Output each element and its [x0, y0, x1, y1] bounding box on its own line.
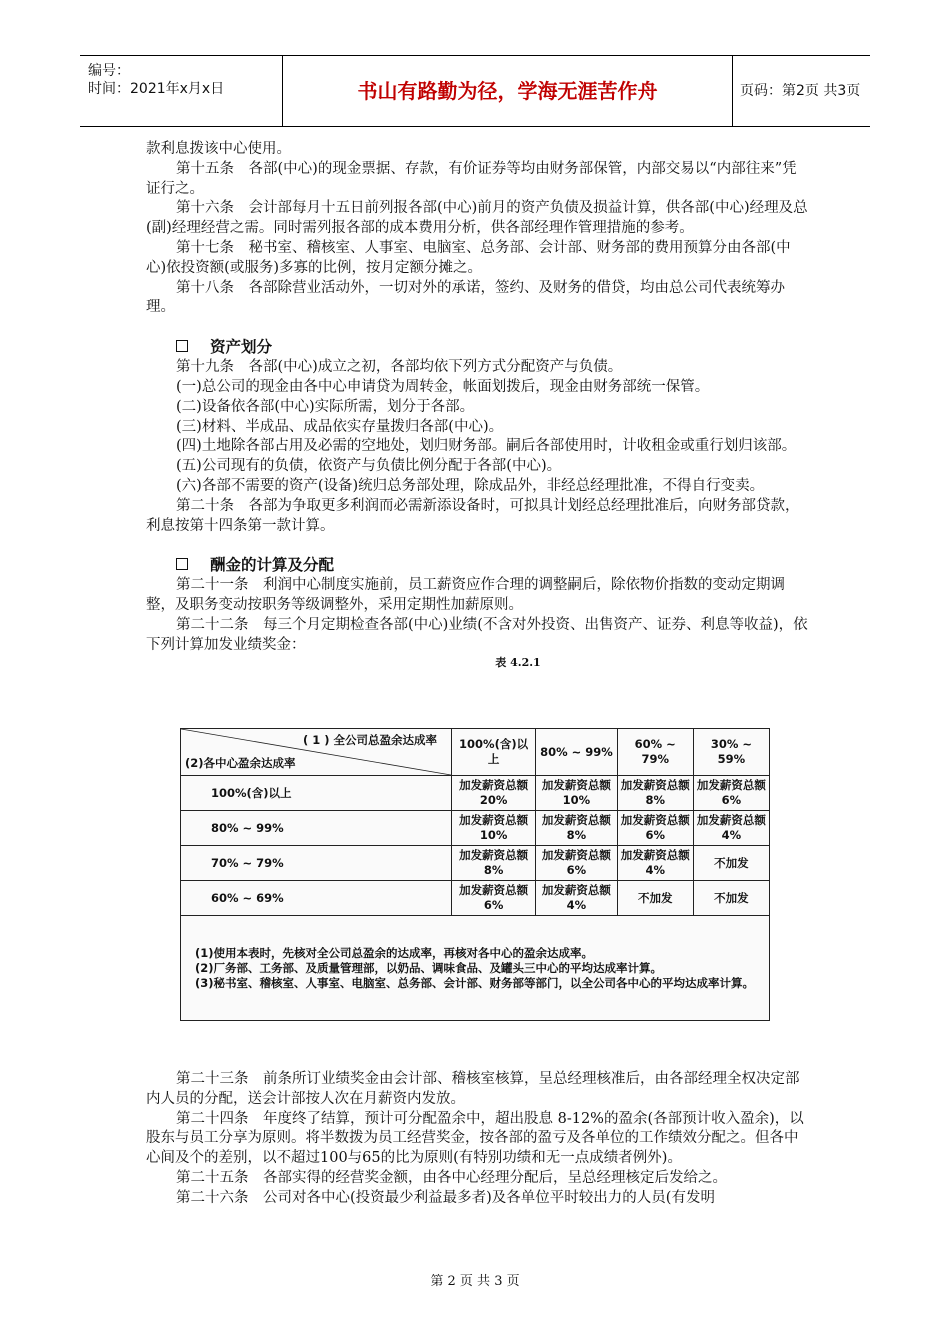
list-item: (六)各部不需要的资产(设备)统归总务部处理，除成品外，非经总经理批准，不得自行变卖。 — [176, 477, 765, 494]
section-title-assets — [146, 336, 810, 358]
article-26: 第二十六条 公司对各中心(投资最少利益最多者)及各单位平时较出力的人员(有发明 — [176, 1189, 715, 1206]
number-label: 编号： — [88, 63, 130, 79]
time-label: 时间：2021年x月x日 — [88, 81, 225, 97]
table-note: (1)使用本表时，先核对全公司总盈余的达成率，再核对各中心的盈余达成率。 — [195, 945, 594, 960]
table-row — [181, 881, 770, 916]
article-25: 第二十五条 各部实得的经营奖金额，由各中心经理分配后，呈总经理核定后发给之。 — [176, 1169, 727, 1186]
article-16: 第十六条 会计部每月十五日前列报各部(中心)前月的资产负债及损益计算，供各部(中心)经理及总(副)经理经营之需。同时需列报各部的成本费用分析，供各部经理作管理措施的参考。 — [146, 200, 808, 237]
section-title-text: 酬金的计算及分配 — [210, 555, 335, 575]
document-body — [146, 140, 810, 670]
table-row — [181, 846, 770, 881]
article-21: 第二十一条 利润中心制度实施前，员工薪资应作合理的调整嗣后，除依物价指数的变动定期调整，及职务变动按职务等级调整外，采用定期性加薪原则。 — [146, 577, 785, 614]
table-cell: 不加发 — [693, 881, 769, 916]
section-title-compensation — [146, 554, 810, 576]
paragraph: 款利息拨该中心使用。 — [146, 141, 291, 157]
row-label: 80% ~ 99% — [181, 811, 452, 846]
table-notes-row — [181, 916, 770, 1021]
spacer — [146, 536, 810, 554]
table-cell: 加发薪资总额 10% — [452, 811, 536, 846]
row-label: 100%(含)以上 — [181, 776, 452, 811]
table-cell: 不加发 — [617, 881, 693, 916]
table-corner-cell — [181, 729, 452, 776]
table-header-row — [181, 729, 770, 776]
table-cell: 加发薪资总额 8% — [536, 811, 618, 846]
table-cell: 加发薪资总额 8% — [617, 776, 693, 811]
page-header — [80, 55, 870, 127]
row-label: 60% ~ 69% — [181, 881, 452, 916]
table-cell: 加发薪资总额 6% — [452, 881, 536, 916]
corner-top-label: ( 1 ) 全公司总盈余达成率 — [302, 733, 437, 747]
table-cell: 加发薪资总额 10% — [536, 776, 618, 811]
list-item: (五)公司现有的负债，依资产与负债比例分配于各部(中心)。 — [176, 458, 562, 475]
checkbox-icon — [176, 558, 188, 570]
article-17: 第十七条 秘书室、稽核室、人事室、电脑室、总务部、会计部、财务部的费用预算分由各部(中心)依投资额(或服务)多寡的比例，按月定额分摊之。 — [146, 239, 791, 276]
list-item: (二)设备依各部(中心)实际所需，划分于各部。 — [176, 398, 475, 415]
article-19: 第十九条 各部(中心)成立之初，各部均依下列方式分配资产与负债。 — [176, 359, 623, 376]
table-cell: 加发薪资总额 6% — [536, 846, 618, 881]
list-item: (四)土地除各部占用及必需的空地处，划归财务部。嗣后各部使用时，计收租金或重行划归该部。 — [176, 438, 797, 455]
header-page-label: 页码：第2页 共3页 — [740, 83, 861, 99]
bonus-table — [180, 728, 770, 1021]
list-item: (三)材料、半成品、成品依实存量拨归各部(中心)。 — [176, 418, 504, 435]
table-cell: 加发薪资总额 8% — [452, 846, 536, 881]
article-18: 第十八条 各部除营业活动外，一切对外的承诺，签约、及财务的借贷，均由总公司代表统筹办理。 — [146, 279, 785, 316]
table-note: (2)厂务部、工务部、及质量管理部，以奶品、调味食品、及罐头三中心的平均达成率计算。 — [195, 960, 663, 975]
column-header: 100%(含)以 上 — [452, 729, 536, 776]
column-header: 30% ~ 59% — [693, 729, 769, 776]
table-cell: 加发薪资总额 6% — [617, 811, 693, 846]
table-note: (3)秘书室、稽核室、人事室、电脑室、总务部、会计部、财务部等部门，以全公司各中心的平均达成率计算。 — [195, 975, 755, 990]
column-header: 60% ~ 79% — [617, 729, 693, 776]
section-title-text: 资产划分 — [210, 337, 273, 357]
table-cell: 加发薪资总额 4% — [693, 811, 769, 846]
page-footer: 第 2 页 共 3 页 — [430, 1274, 520, 1289]
table-row — [181, 811, 770, 846]
article-15: 第十五条 各部(中心)的现金票据、存款，有价证券等均由财务部保管，内部交易以“内部往来”凭证行之。 — [146, 160, 797, 197]
document-body-continued — [146, 1070, 810, 1209]
table-row — [181, 776, 770, 811]
table-cell: 加发薪资总额 6% — [693, 776, 769, 811]
table-cell: 加发薪资总额 4% — [536, 881, 618, 916]
header-motto: 书山有路勤为径，学海无涯苦作舟 — [283, 56, 733, 126]
checkbox-icon — [176, 340, 188, 352]
row-label: 70% ~ 79% — [181, 846, 452, 881]
table-notes — [181, 916, 770, 1021]
article-20: 第二十条 各部为争取更多利润而必需新添设备时，可拟具计划经总经理批准后，向财务部贷款，利息按第十四条第一款计算。 — [146, 497, 800, 534]
table-caption: 表 4.2.1 — [495, 655, 541, 669]
table-cell: 不加发 — [693, 846, 769, 881]
table-cell: 加发薪资总额 20% — [452, 776, 536, 811]
header-meta — [80, 56, 283, 126]
corner-bottom-label: (2)各中心盈余达成率 — [185, 756, 296, 770]
table-cell: 加发薪资总额 4% — [617, 846, 693, 881]
article-24: 第二十四条 年度终了结算，预计可分配盈余中，超出股息 8-12%的盈余(各部预计收入盈余)，以股东与员工分享为原则。将半数拨为员工经营奖金，按各部的盈亏及各单位的工作绩效分配之。但各中心间及个的差别，以不超过100与65的比为原则(有特别功绩和无一点成绩者例外)。 — [146, 1110, 804, 1167]
spacer — [146, 318, 810, 336]
list-item: (一)总公司的现金由各中心申请贷为周转金，帐面划拨后，现金由财务部统一保管。 — [176, 378, 710, 395]
article-22: 第二十二条 每三个月定期检查各部(中心)业绩(不含对外投资、出售资产、证券、利息等收益)，依下列计算加发业绩奖金： — [146, 616, 808, 653]
column-header: 80% ~ 99% — [536, 729, 618, 776]
article-23: 第二十三条 前条所订业绩奖金由会计部、稽核室核算，呈总经理核准后，由各部经理全权决定部内人员的分配，送会计部按人次在月薪资内发放。 — [146, 1071, 800, 1107]
